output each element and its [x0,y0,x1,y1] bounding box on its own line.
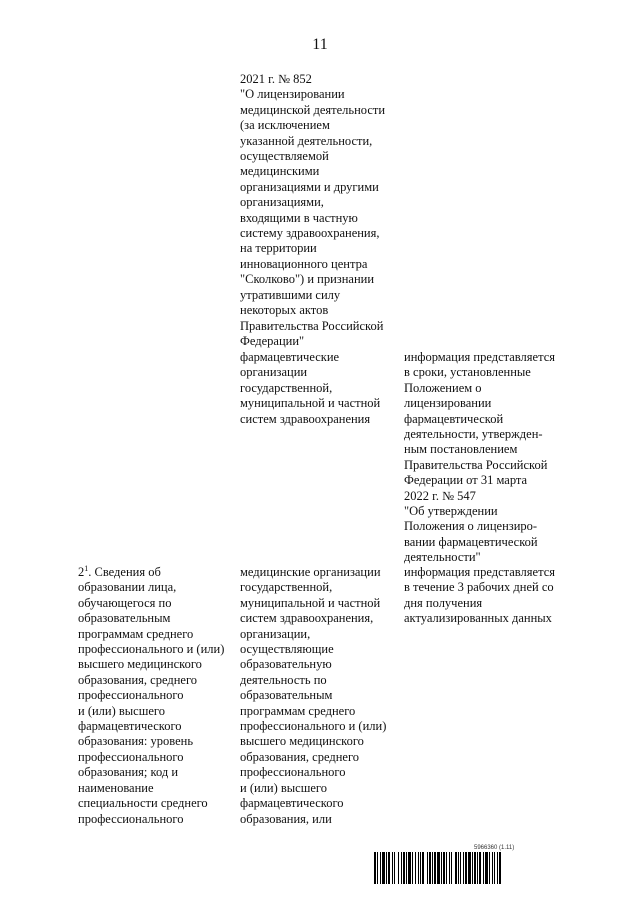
row1-col2-text: 2021 г. № 852 "О лицензировании медицинской деятельности (за исключением указанной деятельности, осуществляемой медицинскими организациями и другими организациями, входящими в частную систему здравоохранения, на территории инновационного центра "Сколково") и признании утратившими силу некоторых актов Правительства Российской Федерации" [240,72,386,348]
row3-col3-text: информация представляется в течение 3 рабочих дней со дня получения актуализированных данных [404,565,555,626]
row2-col3-text: информация представляется в сроки, установленные Положением о лицензировании фармацевтической деятельности, утвержден- ным постановлением Правительства Российской Федерации от 31 марта 2022 г. № 547 "Об утверждении Положения о лицензиро- вании фармацевтической деятельности" [404,350,555,565]
row2-col2-text: фармацевтические организации государственной, муниципальной и частной систем здравоохранения [240,350,381,426]
document-code: 5966360 (1.11) [474,845,515,851]
page-number: 11 [312,36,328,53]
item-number-superscript: 1 [84,563,89,573]
row3-col1-text [78,565,238,827]
item-description: . Сведения об образовании лица, обучающегося по образовательным программам среднего профессионального и (или) высшего медицинского образования, среднего профессионального и (или) высшего фармацевтического образования: уровень профессионального образования; код и наименование специальности среднего профессионального [78,565,225,826]
item-number: 2 [78,565,85,579]
barcode-icon [374,852,574,884]
row3-col2-text: медицинские организации государственной, муниципальной и частной систем здравоохранения, организации, осуществляющие образовательную деятельность по образовательным программам среднего профессионального и (или) высшего медицинского образования, среднего профессионального и (или) высшего фармацевтического образования, или [240,565,387,826]
